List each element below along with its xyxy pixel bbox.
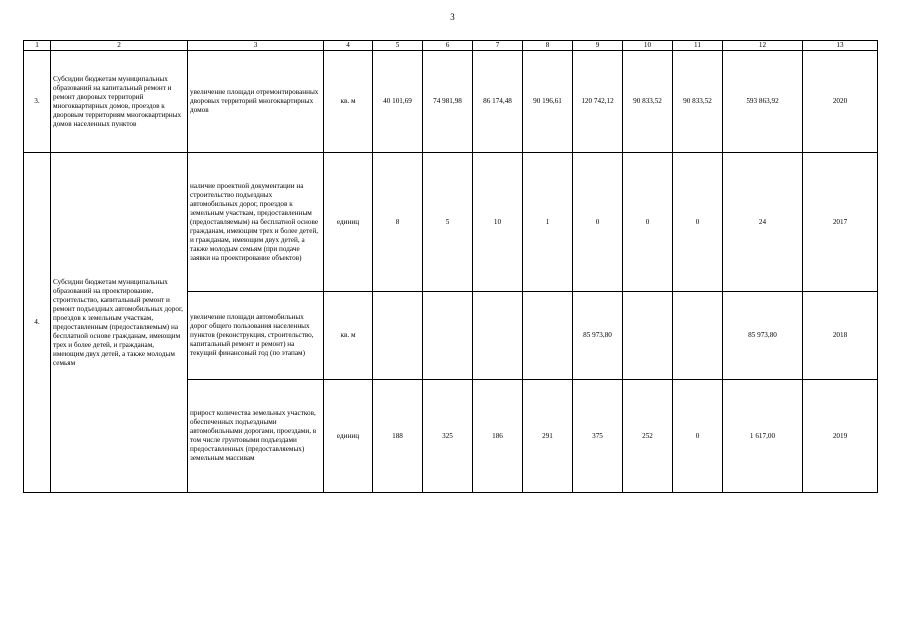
value-cell: 120 742,12: [573, 51, 623, 153]
value-cell: 291: [523, 380, 573, 493]
value-cell: [623, 292, 673, 380]
col-header: 6: [423, 41, 473, 51]
indicator-name: увеличение площади отремонтированных дворовых территорий многоквартирных домов: [188, 51, 324, 153]
unit-cell: кв. м: [324, 51, 373, 153]
col-header: 7: [473, 41, 523, 51]
year-cell: 2019: [803, 380, 878, 493]
col-header: 2: [51, 41, 188, 51]
value-cell: 8: [373, 153, 423, 292]
col-header: 1: [24, 41, 51, 51]
col-header: 3: [188, 41, 324, 51]
value-cell: [423, 292, 473, 380]
value-cell: 186: [473, 380, 523, 493]
subsidy-name: Субсидии бюджетам муниципальных образований на проектирование, строительство, капитальный ремонт и ремонт подъездных автомобильных дорог, проездов к земельным участкам, предоставленным (предоставляемым) на бесплатной основе гражданам, имеющим трех и более детей, и гражданам, имеющим двух детей, а также молодым семьям: [51, 153, 188, 493]
value-cell: 90 196,61: [523, 51, 573, 153]
value-cell: 85 973,80: [573, 292, 623, 380]
unit-cell: единиц: [324, 153, 373, 292]
value-cell: 188: [373, 380, 423, 493]
value-cell: 325: [423, 380, 473, 493]
col-header: 8: [523, 41, 573, 51]
year-cell: 2017: [803, 153, 878, 292]
col-header: 4: [324, 41, 373, 51]
page-number: 3: [450, 12, 455, 22]
value-cell: 0: [673, 380, 723, 493]
value-cell: 252: [623, 380, 673, 493]
value-cell: 90 833,52: [623, 51, 673, 153]
col-header: 9: [573, 41, 623, 51]
value-cell: 86 174,48: [473, 51, 523, 153]
subsidy-name: Субсидии бюджетам муниципальных образований на капитальный ремонт и ремонт дворовых территорий многоквартирных домов, проездов к дворовым территориям многоквартирных домов населенных пунктов: [51, 51, 188, 153]
total-cell: 24: [723, 153, 803, 292]
indicator-name: наличие проектной документации на строительство подъездных автомобильных дорог, проездов к земельным участкам, предоставленным (предоставляемым) на бесплатной основе гражданам, имеющим трех и более детей, и гражданам, имеющим двух детей, а также молодым семьям (при подаче заявки на проектирование объектов): [188, 153, 324, 292]
value-cell: 5: [423, 153, 473, 292]
col-header: 5: [373, 41, 423, 51]
total-cell: 1 617,00: [723, 380, 803, 493]
unit-cell: кв. м: [324, 292, 373, 380]
table-row: [24, 153, 878, 292]
value-cell: 0: [673, 153, 723, 292]
value-cell: [373, 292, 423, 380]
col-header: 10: [623, 41, 673, 51]
row-number: 3.: [24, 51, 51, 153]
year-cell: 2018: [803, 292, 878, 380]
value-cell: 40 101,69: [373, 51, 423, 153]
value-cell: [473, 292, 523, 380]
value-cell: [523, 292, 573, 380]
total-cell: 593 863,92: [723, 51, 803, 153]
col-header: 13: [803, 41, 878, 51]
indicator-name: увеличение площади автомобильных дорог общего пользования населенных пунктов (реконструкция, строительство, капитальный ремонт и ремонт) на текущий финансовый год (по этапам): [188, 292, 324, 380]
value-cell: 375: [573, 380, 623, 493]
header-row: [24, 41, 878, 51]
indicator-name: прирост количества земельных участков, обеспеченных подъездными автомобильными дорогами, проездами, в том числе грунтовыми подъездами предоставленных (предоставляемых) земельным массивам: [188, 380, 324, 493]
row-number: 4.: [24, 153, 51, 493]
value-cell: 0: [573, 153, 623, 292]
table-row: [24, 51, 878, 153]
value-cell: 74 981,98: [423, 51, 473, 153]
year-cell: 2020: [803, 51, 878, 153]
value-cell: 1: [523, 153, 573, 292]
indicators-table: [23, 40, 878, 493]
value-cell: 0: [623, 153, 673, 292]
unit-cell: единиц: [324, 380, 373, 493]
col-header: 11: [673, 41, 723, 51]
value-cell: 10: [473, 153, 523, 292]
value-cell: 90 833,52: [673, 51, 723, 153]
total-cell: 85 973,80: [723, 292, 803, 380]
value-cell: [673, 292, 723, 380]
col-header: 12: [723, 41, 803, 51]
